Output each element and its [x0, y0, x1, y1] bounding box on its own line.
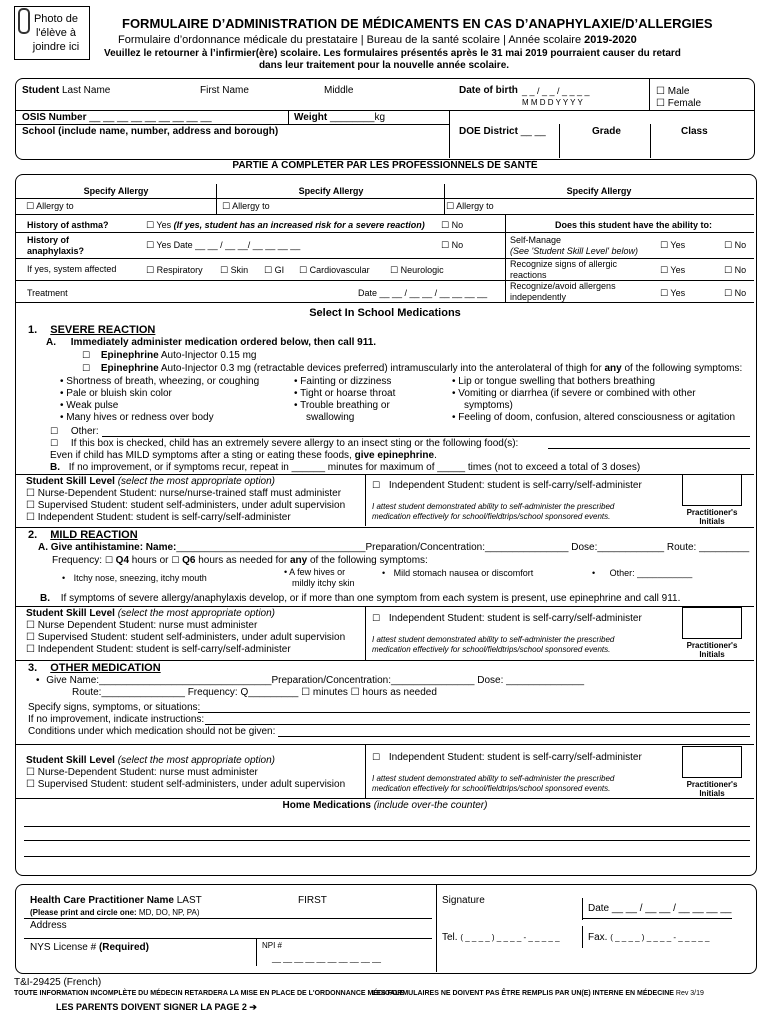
weight-label: Weight ________kg — [294, 112, 385, 123]
specify-allergy-1: Specify Allergy — [83, 186, 149, 196]
photo-label: Photo de l'élève à joindre ici — [32, 13, 80, 53]
address-label: Address — [30, 920, 67, 931]
sting-checkbox[interactable]: ☐ If this box is checked, child has an extremely severe allergy to an insect sting or the following food(s): — [50, 438, 519, 449]
license-label: NYS License # (Required) — [30, 942, 149, 953]
epinephrine-015[interactable]: ☐ Epinephrine Auto-Injector 0.15 mg — [82, 350, 257, 361]
mild-symptom-1: • Itchy nose, sneezing, itchy mouth — [62, 573, 207, 583]
symptoms-col-1: • Shortness of breath, wheezing, or coughing • Pale or bluish skin color • Weak pulse • Many hives or redness over body — [60, 376, 260, 423]
epinephrine-03[interactable]: ☐ Epinephrine Auto-Injector 0.3 mg (retractable devices preferred) intramuscularly into the anterolateral of thigh for any of the following symptoms: — [82, 363, 743, 374]
ability-heading: Does this student have the ability to: — [555, 220, 713, 230]
antihistamine-frequency[interactable]: Frequency: ☐ Q4 hours or ☐ Q6 hours as needed for any of the following symptoms: — [52, 555, 428, 566]
dob-format: M M D D Y Y Y Y — [522, 98, 583, 107]
no-improvement: If no improvement, indicate instructions: — [28, 714, 205, 725]
system-cardiovascular[interactable]: ☐ Cardiovascular — [299, 265, 370, 276]
npi-blank[interactable]: __ __ __ __ __ __ __ __ __ __ — [272, 954, 381, 963]
initials-label-1: Practitioner's Initials — [686, 508, 738, 526]
dob-label: Date of birth — [459, 85, 518, 96]
degree-note: (Please print and circle one: MD, DO, NP, PA) — [30, 908, 200, 917]
self-manage-yes[interactable]: ☐ Yes — [660, 240, 686, 251]
student-name-labels: Student Last Name — [22, 85, 111, 96]
section-1-a: A. Immediately administer medication ordered below, then call 911. — [46, 337, 377, 348]
other-med-name[interactable]: • Give Name:_______________________________Preparation/Concentration:_______________ Dose: ______________ — [36, 675, 585, 686]
system-affected-label: If yes, system affected — [27, 264, 117, 274]
male-checkbox[interactable]: ☐ Male — [656, 86, 690, 97]
independent-2[interactable]: ☐ Independent Student: student is self-carry/self-administer — [372, 613, 642, 624]
specify-situations: Specify signs, symptoms, or situations: — [28, 702, 201, 713]
system-gi[interactable]: ☐ GI — [264, 265, 285, 276]
allergy-to-3[interactable]: ☐ Allergy to — [446, 201, 494, 212]
mild-symptom-2: • A few hives or mildly itchy skin — [284, 567, 355, 588]
school-label: School (include name, number, address and borough) — [22, 126, 279, 137]
osis-label: OSIS Number __ __ __ __ __ __ __ __ __ — [22, 112, 212, 123]
conditions: Conditions under which medication should not be given: — [28, 726, 276, 737]
npi-label: NPI # — [262, 941, 283, 950]
attest-2: I attest student demonstrated ability to self-administer the prescribed medication effectively for school/fieldtrips/school sponsored events. — [372, 635, 615, 654]
doe-label: DOE District __ __ — [459, 126, 546, 137]
intern-note: LES FORMULAIRES NE DOIVENT PAS ÊTRE REMPLIS PAR UN(E) INTERNE EN MÉDECINE Rev 3/19 — [372, 990, 704, 997]
return-notice-2: dans leur traitement pour la nouvelle année scolaire. — [258, 60, 510, 71]
page-title: FORMULAIRE D’ADMINISTRATION DE MÉDICAMENTS EN CAS D’ANAPHYLAXIE/D’ALLERGIES — [122, 16, 713, 31]
anaphylaxis-yes[interactable]: ☐ Yes Date __ __ / __ __/ __ __ __ __ — [146, 240, 301, 251]
practitioner-date[interactable]: Date __ __ / __ __ / __ __ __ __ — [588, 903, 732, 914]
initials-label-3: Practitioner's Initials — [686, 780, 738, 798]
section-1-b: B. If no improvement, or if symptoms recur, repeat in ______ minutes for maximum of _____ times (not to exceed a total of 3 doses) — [50, 462, 641, 473]
symptoms-col-2: • Fainting or dizziness • Tight or hoarse throat • Trouble breathing or swallowing — [294, 376, 396, 423]
initials-box-3[interactable] — [682, 746, 742, 778]
practitioner-name-label: Health Care Practitioner Name LAST — [30, 895, 202, 906]
mild-symptom-3: • Mild stomach nausea or discomfort — [382, 568, 534, 578]
initials-label-2: Practitioner's Initials — [686, 641, 738, 659]
skill-level-3: Student Skill Level (select the most appropriate option) ☐ Nurse-Dependent Student: nurse must administer ☐ Supervised Student: student self-administers, under adult supervision — [26, 755, 346, 790]
anaphylaxis-no[interactable]: ☐ No — [441, 240, 464, 251]
incomplete-note: TOUTE INFORMATION INCOMPLÈTE DU MÉDECIN RETARDERA LA MISE EN PLACE DE L'ORDONNANCE MÉDICALE — [14, 990, 405, 997]
other-checkbox[interactable]: ☐ Other: — [50, 426, 99, 437]
meds-heading: Select In School Medications — [309, 307, 461, 319]
asthma-no[interactable]: ☐ No — [441, 220, 464, 231]
mild-epi-note: Even if child has MILD symptoms after a sting or eating these foods, give epinephrine. — [50, 450, 437, 461]
anaphylaxis-label: History of anaphylaxis? — [27, 235, 85, 256]
system-neurologic[interactable]: ☐ Neurologic — [390, 265, 444, 276]
tel-field[interactable]: Tel. ( _ _ _ _ ) _ _ _ _ - _ _ _ _ _ — [442, 932, 560, 943]
section-3-title: 3. OTHER MEDICATION — [28, 662, 161, 674]
initials-box-2[interactable] — [682, 607, 742, 639]
parents-sign-note: LES PARENTS DOIVENT SIGNER LA PAGE 2 ➔ — [56, 1002, 257, 1012]
avoid-no[interactable]: ☐ No — [724, 288, 747, 299]
treatment-label: Treatment — [27, 288, 68, 298]
class-label: Class — [681, 126, 708, 137]
asthma-yes[interactable]: ☐ Yes (If yes, student has an increased risk for a severe reaction) — [146, 220, 425, 231]
allergy-to-1[interactable]: ☐ Allergy to — [26, 201, 74, 212]
initials-box-1[interactable] — [682, 474, 742, 506]
asthma-label: History of asthma? — [27, 220, 109, 230]
skill-level-2: Student Skill Level (select the most appropriate option) ☐ Nurse Dependent Student: nurse must administer ☐ Supervised Student: student self-administers, under adult supervision ☐ Independent Student: student is self-carry/self-administer — [26, 608, 346, 655]
specify-allergy-3: Specify Allergy — [566, 186, 632, 196]
form-code: T&I-29425 (French) — [14, 977, 102, 988]
recognize-yes[interactable]: ☐ Yes — [660, 265, 686, 276]
dob-blank[interactable]: _ _ / _ _ / _ _ _ _ — [522, 86, 590, 96]
self-manage-no[interactable]: ☐ No — [724, 240, 747, 251]
mild-symptom-4: • Other: ___________ — [592, 568, 693, 578]
partie-heading: PARTIE À COMPLÉTER PAR LES PROFESSIONNELS DE SANTÉ — [232, 160, 538, 171]
avoid-yes[interactable]: ☐ Yes — [660, 288, 686, 299]
recognize-label: Recognize signs of allergic reactions — [510, 259, 618, 280]
allergy-to-2[interactable]: ☐ Allergy to — [222, 201, 270, 212]
self-manage-label: Self-Manage (See 'Student Skill Level' below) — [510, 235, 639, 256]
home-meds-heading: Home Medications (include over-the counter) — [282, 800, 488, 811]
independent-1[interactable]: ☐ Independent Student: student is self-carry/self-administer — [372, 480, 642, 491]
system-skin[interactable]: ☐ Skin — [220, 265, 249, 276]
return-notice: Veuillez le retourner à l’infirmier(ère) scolaire. Les formulaires présentés après le 31 mai 2019 pourraient causer du retard — [104, 48, 681, 59]
first-name-label: First Name — [200, 85, 249, 96]
female-checkbox[interactable]: ☐ Female — [656, 98, 702, 109]
skill-level-1: Student Skill Level (select the most appropriate option) ☐ Nurse-Dependent Student: nurse/nurse-trained staff must administer ☐ Supervised Student: student self-administers, under adult supervision ☐ Independent Student: student is self-carry/self-administer — [26, 476, 346, 523]
page-subtitle: Formulaire d’ordonnance médicale du prestataire | Bureau de la santé scolaire | Année scolaire 2019-2020 — [118, 34, 637, 46]
treatment-date[interactable]: Date __ __ / __ __ / __ __ __ __ — [358, 288, 488, 298]
section-2-title: 2. MILD REACTION — [28, 529, 138, 541]
practitioner-first-label: FIRST — [298, 895, 327, 906]
signature-label: Signature — [442, 895, 485, 906]
attest-1: I attest student demonstrated ability to self-administer the prescribed medication effectively for school/fieldtrips/school sponsored events. — [372, 502, 615, 521]
symptoms-col-3: • Lip or tongue swelling that bothers breathing • Vomiting or diarrhea (if severe or combined with other symptoms) • Feeling of doom, confusion, altered consciousness or agitation — [452, 376, 736, 423]
recognize-no[interactable]: ☐ No — [724, 265, 747, 276]
section-1-title: 1. SEVERE REACTION — [28, 324, 156, 336]
system-respiratory[interactable]: ☐ Respiratory — [146, 265, 203, 276]
attest-3: I attest student demonstrated ability to self-administer the prescribed medication effectively for school/fieldtrips/school sponsored events. — [372, 774, 615, 793]
middle-label: Middle — [324, 85, 354, 96]
avoid-label: Recognize/avoid allergens independently — [510, 281, 616, 302]
antihistamine-line[interactable]: A. Give antihistamine: Name:__________________________________Preparation/Concentration:_______________ Dose:____________ Route: _________ — [38, 542, 750, 553]
grade-label: Grade — [592, 126, 621, 137]
specify-allergy-2: Specify Allergy — [298, 186, 364, 196]
other-med-route[interactable]: Route:_______________ Frequency: Q_________ ☐ minutes ☐ hours as needed — [72, 687, 437, 698]
independent-3[interactable]: ☐ Independent Student: student is self-carry/self-administer — [372, 752, 642, 763]
fax-field[interactable]: Fax. ( _ _ _ _ ) _ _ _ _ - _ _ _ _ _ — [588, 932, 710, 943]
section-2-b: B. If symptoms of severe allergy/anaphylaxis develop, or if more than one symptom from each system is present, use epinephrine and call 911. — [40, 593, 681, 604]
